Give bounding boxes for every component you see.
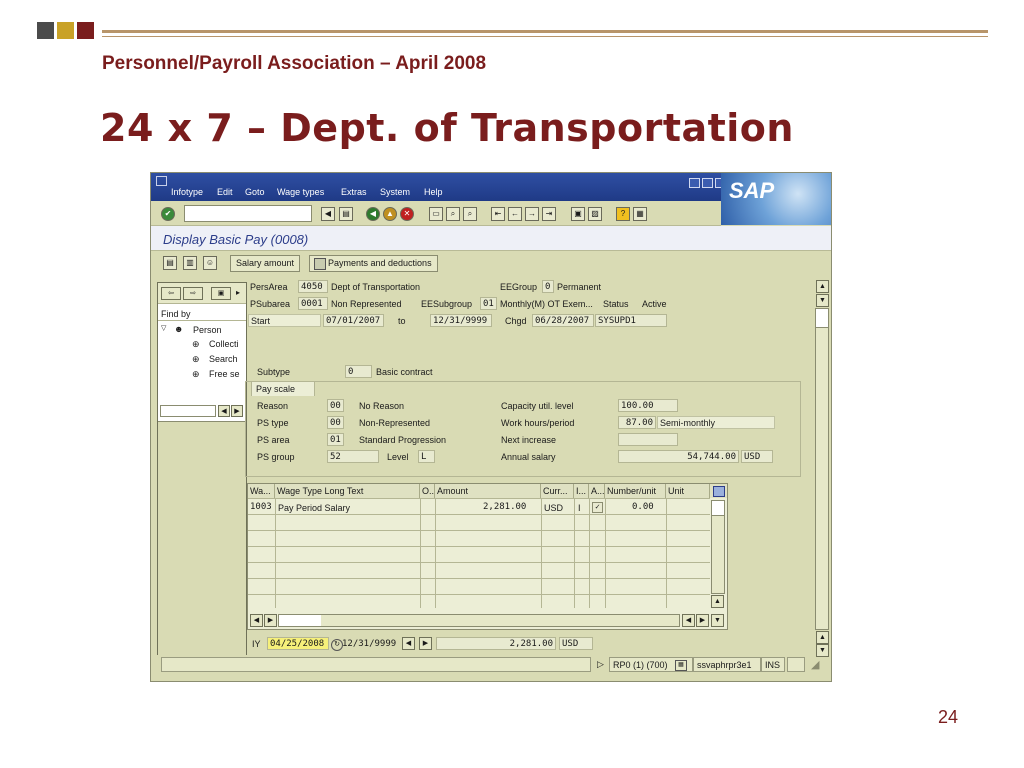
- row-line: [248, 530, 710, 531]
- table-hscroll-thumb[interactable]: [279, 615, 321, 626]
- command-field[interactable]: [184, 205, 312, 222]
- pstype-label: PS type: [257, 418, 289, 428]
- col-line: [275, 498, 276, 608]
- cancel-icon[interactable]: ✕: [400, 207, 414, 221]
- subtype-code[interactable]: 0: [345, 365, 372, 378]
- hours-label: Work hours/period: [501, 418, 575, 428]
- menu-help[interactable]: Help: [424, 187, 443, 197]
- nav-scroll-left-icon[interactable]: ◀: [218, 405, 230, 417]
- cell-wage-type: 1003: [250, 502, 272, 512]
- person-icon[interactable]: ☺: [203, 256, 217, 270]
- eesubgroup-code[interactable]: 01: [480, 297, 497, 310]
- subtype-text: Basic contract: [376, 367, 433, 377]
- menu-infotype[interactable]: Infotype: [171, 187, 204, 197]
- hours-text: Semi-monthly: [657, 416, 775, 429]
- find-by-label: Find by: [161, 309, 191, 319]
- copy-icon[interactable]: ▥: [183, 256, 197, 270]
- main-vscroll[interactable]: [815, 308, 829, 630]
- psubarea-label: PSubarea: [250, 299, 291, 309]
- chgd-user[interactable]: SYSUPD1: [595, 314, 667, 327]
- row-line: [248, 498, 710, 499]
- scroll-up-icon[interactable]: ▲: [711, 595, 724, 608]
- payments-deductions-button[interactable]: [309, 255, 438, 272]
- chgd-label: Chgd: [505, 316, 527, 326]
- subtype-label: Subtype: [257, 367, 291, 377]
- main-scroll-down-end-icon[interactable]: ▼: [816, 644, 829, 657]
- slide-title: 24 x 7 – Dept. of Transportation: [100, 106, 794, 150]
- eegroup-code[interactable]: 0: [542, 280, 554, 293]
- binoculars-icon: ⊕: [192, 339, 200, 349]
- col-line: [605, 498, 606, 608]
- standard-toolbar: [151, 201, 721, 226]
- wage-type-table: [247, 483, 728, 630]
- period-to-date: 12/31/9999: [342, 639, 397, 649]
- col-header-unit[interactable]: Unit: [666, 484, 710, 498]
- screen-title: Display Basic Pay (0008): [163, 232, 309, 247]
- menu-extras[interactable]: Extras: [341, 187, 367, 197]
- row-line: [248, 594, 710, 595]
- row-line: [248, 562, 710, 563]
- scroll-left-end-icon[interactable]: ◀: [682, 614, 695, 627]
- period-previous-icon[interactable]: ◀: [402, 637, 415, 650]
- col-header-number-unit[interactable]: Number/unit: [605, 484, 666, 498]
- reason-label: Reason: [257, 401, 289, 411]
- psarea-code[interactable]: 01: [327, 433, 344, 446]
- chgd-date[interactable]: 06/28/2007: [532, 314, 594, 327]
- tree-item-search[interactable]: Search: [209, 354, 238, 364]
- status-value: Active: [642, 299, 667, 309]
- psubarea-code[interactable]: 0001: [298, 297, 328, 310]
- status-bar: [157, 657, 825, 673]
- persarea-label: PersArea: [250, 282, 288, 292]
- find-next-icon[interactable]: ⌕: [463, 207, 477, 221]
- nav-back-icon[interactable]: ⇦: [161, 287, 181, 300]
- capacity-label: Capacity util. level: [501, 401, 574, 411]
- status-expand-icon[interactable]: ▷: [597, 659, 604, 669]
- tree-collapse-icon[interactable]: ▽: [161, 325, 167, 332]
- window-menu-icon[interactable]: [156, 176, 167, 186]
- period-code: IY: [252, 639, 261, 649]
- main-scroll-up-icon[interactable]: ▲: [816, 280, 829, 293]
- nav-expand-icon[interactable]: ▣: [211, 287, 231, 300]
- nav-forward-icon[interactable]: ⇨: [183, 287, 203, 300]
- tree-item-person[interactable]: Person: [193, 325, 222, 335]
- system-info-icon[interactable]: ▦: [675, 660, 687, 671]
- pstype-text: Non-Represented: [359, 418, 431, 428]
- cell-number-unit: 0.00: [632, 502, 654, 512]
- row-line: [248, 546, 710, 547]
- main-scroll-down-icon[interactable]: ▼: [816, 294, 829, 307]
- tree-item-collection[interactable]: Collecti: [209, 339, 239, 349]
- status-mode: INS: [761, 657, 785, 672]
- status-system: RP0 (1) (700): [609, 657, 693, 672]
- persarea-text: Dept of Transportation: [331, 282, 421, 292]
- psgroup-label: PS group: [257, 452, 295, 462]
- sap-logo: [721, 173, 831, 225]
- previous-page-icon[interactable]: ←: [508, 207, 522, 221]
- last-page-icon[interactable]: ⇥: [542, 207, 556, 221]
- status-server: ssvaphrpr3e1: [693, 657, 761, 672]
- next-page-icon[interactable]: →: [525, 207, 539, 221]
- hours-value[interactable]: 87.00: [618, 416, 656, 429]
- find-icon[interactable]: ⌕: [446, 207, 460, 221]
- sap-logo-text: SAP: [729, 178, 775, 203]
- menu-goto[interactable]: Goto: [245, 187, 265, 197]
- scroll-left-icon[interactable]: ◀: [250, 614, 263, 627]
- period-from-date[interactable]: 04/25/2008: [267, 637, 329, 650]
- page-number: 24: [938, 707, 959, 727]
- cell-long-text: Pay Period Salary: [278, 503, 351, 513]
- table-settings-icon[interactable]: [710, 484, 727, 498]
- scroll-down-icon[interactable]: ▼: [711, 614, 724, 627]
- col-line: [589, 498, 590, 608]
- eesubgroup-label: EESubgroup: [421, 299, 473, 309]
- first-page-icon[interactable]: ⇤: [491, 207, 505, 221]
- accent-square-maroon: [77, 22, 94, 39]
- help-icon[interactable]: ?: [616, 207, 630, 221]
- nav-toolbar: [158, 283, 246, 304]
- payments-deductions-label: Payments and deductions: [328, 258, 432, 268]
- psgroup-value[interactable]: 52: [327, 450, 379, 463]
- layout-menu-icon[interactable]: ▦: [633, 207, 647, 221]
- psubarea-text: Non Represented: [331, 299, 402, 309]
- cell-checkbox[interactable]: ✓: [592, 502, 603, 513]
- new-session-icon[interactable]: ▣: [571, 207, 585, 221]
- maximize-icon[interactable]: [702, 178, 713, 188]
- menu-edit[interactable]: Edit: [217, 187, 233, 197]
- status-lock-icon[interactable]: [787, 657, 805, 672]
- annual-salary-label: Annual salary: [501, 452, 556, 462]
- table-vscroll[interactable]: [711, 500, 725, 594]
- main-scroll-up-end-icon[interactable]: ▲: [816, 631, 829, 644]
- nav-lower-pane: [158, 421, 246, 655]
- cell-amount: 2,281.00: [483, 502, 527, 512]
- col-header-i[interactable]: I...: [574, 484, 589, 498]
- grid-icon: [713, 486, 725, 497]
- nav-hscroll-track[interactable]: [160, 405, 216, 417]
- slide-subtitle: Personnel/Payroll Association – April 2008: [102, 53, 487, 74]
- capacity-value[interactable]: 100.00: [618, 399, 678, 412]
- print-icon[interactable]: ▭: [429, 207, 443, 221]
- eegroup-text: Permanent: [557, 282, 602, 292]
- row-line: [248, 578, 710, 579]
- screen-title-bar: [151, 226, 831, 251]
- menu-wage-types[interactable]: Wage types: [277, 187, 325, 197]
- period-amount[interactable]: 2,281.00: [436, 637, 556, 650]
- menu-system[interactable]: System: [380, 187, 411, 197]
- binoculars-icon: ⊕: [192, 369, 200, 379]
- col-header-amount[interactable]: Amount: [435, 484, 541, 498]
- persarea-code[interactable]: 4050: [298, 280, 328, 293]
- psarea-label: PS area: [257, 435, 290, 445]
- back-icon[interactable]: ◀: [366, 207, 380, 221]
- nav-scroll-right-icon[interactable]: ▶: [231, 405, 243, 417]
- col-header-o[interactable]: O..: [422, 486, 435, 496]
- col-line: [666, 498, 667, 608]
- next-increase-label: Next increase: [501, 435, 557, 445]
- accent-square-gold: [57, 22, 74, 39]
- nav-more-icon[interactable]: ▸: [236, 288, 241, 297]
- table-hscroll[interactable]: [278, 614, 680, 627]
- period-next-icon[interactable]: ▶: [419, 637, 432, 650]
- period-currency[interactable]: USD: [559, 637, 593, 650]
- table-vscroll-thumb[interactable]: [712, 501, 724, 516]
- save-icon[interactable]: ▤: [339, 207, 353, 221]
- scroll-right-icon[interactable]: ▶: [264, 614, 277, 627]
- row-line: [248, 514, 710, 515]
- col-line: [574, 498, 575, 608]
- history-arrow-icon[interactable]: ◀: [321, 207, 335, 221]
- col-line: [420, 498, 421, 608]
- resize-grip-icon[interactable]: ◢: [811, 659, 820, 671]
- sap-window: [150, 172, 832, 682]
- reason-text: No Reason: [359, 401, 405, 411]
- status-label: Status: [603, 299, 629, 309]
- tree-item-free-search[interactable]: Free se: [209, 369, 240, 379]
- col-line: [541, 498, 542, 608]
- application-toolbar: [151, 252, 831, 274]
- accent-square-gray: [37, 22, 54, 39]
- header-rule-thin: [102, 36, 988, 37]
- period-toggle-icon[interactable]: ↻: [331, 639, 343, 651]
- salary-amount-button[interactable]: Salary amount: [230, 255, 300, 272]
- cell-currency: USD: [544, 503, 564, 513]
- person-group-icon: ☻: [174, 324, 184, 334]
- pstype-code[interactable]: 00: [327, 416, 344, 429]
- enter-check-icon[interactable]: ✔: [161, 207, 175, 221]
- psarea-text: Standard Progression: [359, 435, 447, 445]
- status-message-field: [161, 657, 591, 672]
- pay-scale-tab: Pay scale: [251, 381, 315, 396]
- level-label: Level: [387, 452, 409, 462]
- col-header-a[interactable]: A...: [591, 486, 605, 496]
- to-label: to: [398, 316, 406, 326]
- start-label: Start: [248, 314, 321, 327]
- eesubgroup-text: Monthly(M) OT Exem...: [500, 299, 593, 309]
- overview-icon[interactable]: ▤: [163, 256, 177, 270]
- scroll-right-end-icon[interactable]: ▶: [696, 614, 709, 627]
- col-header-wage-type[interactable]: Wa...: [248, 484, 275, 498]
- binoculars-icon: ⊕: [192, 354, 200, 364]
- col-header-long-text[interactable]: Wage Type Long Text: [275, 484, 420, 498]
- minimize-icon[interactable]: [689, 178, 700, 188]
- col-line: [435, 498, 436, 608]
- next-increase-field[interactable]: [618, 433, 678, 446]
- col-header-currency[interactable]: Curr...: [541, 484, 574, 498]
- annual-salary-value[interactable]: 54,744.00: [618, 450, 739, 463]
- cell-indicator: I: [578, 503, 581, 513]
- start-date[interactable]: 07/01/2007: [323, 314, 384, 327]
- object-navigator: [157, 282, 247, 655]
- shortcut-icon[interactable]: ▨: [588, 207, 602, 221]
- level-value[interactable]: L: [418, 450, 435, 463]
- header-rule: [102, 30, 988, 33]
- exit-icon[interactable]: ▲: [383, 207, 397, 221]
- eegroup-label: EEGroup: [500, 282, 538, 292]
- table-icon: [314, 258, 326, 270]
- end-date[interactable]: 12/31/9999: [430, 314, 492, 327]
- nav-divider: [158, 320, 246, 321]
- annual-salary-currency[interactable]: USD: [741, 450, 773, 463]
- reason-code[interactable]: 00: [327, 399, 344, 412]
- main-vscroll-thumb[interactable]: [816, 309, 828, 328]
